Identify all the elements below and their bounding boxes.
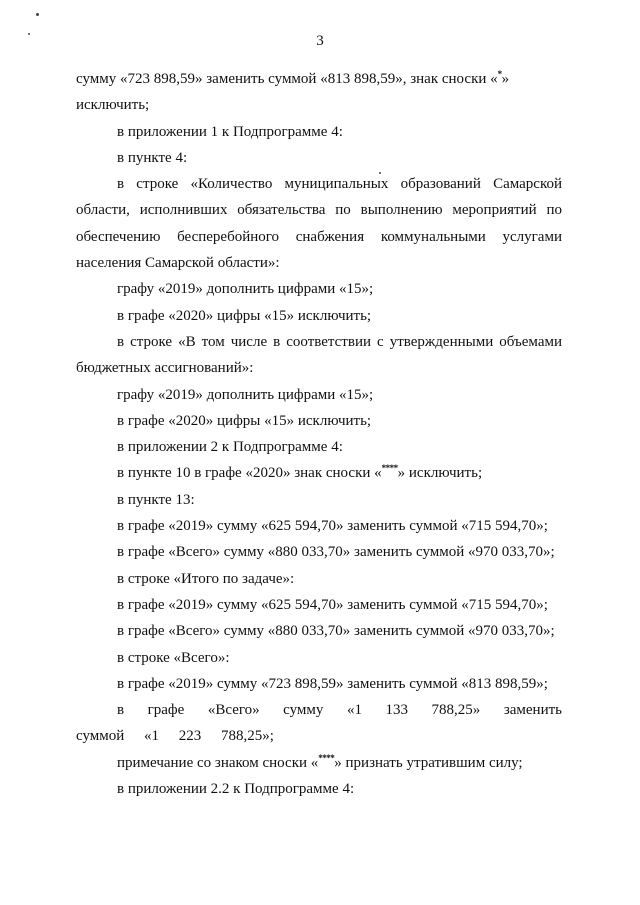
document-body (76, 66, 562, 802)
paragraph: в приложении 1 к Подпрограмме 4: (117, 123, 343, 140)
paragraph: в графе «2020» цифры «15» исключить; (117, 307, 372, 324)
page-number: 3 (316, 33, 324, 49)
paragraph: в графе «Всего» сумму «880 033,70» заменить суммой «970 033,70»; (117, 623, 555, 640)
paragraph: в графе «2020» цифры «15» исключить; (117, 412, 372, 429)
paragraph: в графе «2019» сумму «625 594,70» заменить суммой «715 594,70»; (117, 518, 548, 535)
paragraph: в графе «2019» сумму «625 594,70» заменить суммой «715 594,70»; (117, 596, 548, 613)
paragraph: в строке «Всего»: (117, 649, 230, 666)
paragraph: исключить; (76, 97, 150, 114)
paragraph: в графе «Всего» сумму «880 033,70» заменить суммой «970 033,70»; (117, 544, 555, 561)
paragraph: в пункте 10 в графе «2020» знак сноски «****» исключить; (117, 463, 483, 482)
paragraph: в строке «Количество муниципальных образований Самарской области, исполнивших обязательства по выполнению мероприятий по обеспечению бесперебойного снабжения коммунальными услугами населения Самарской области»: (76, 176, 562, 272)
paragraph: в пункте 13: (117, 491, 195, 508)
paragraph: в приложении 2.2 к Подпрограмме 4: (117, 781, 355, 798)
paragraph: графу «2019» дополнить цифрами «15»; (117, 281, 374, 298)
paragraph: сумму «723 898,59» заменить суммой «813 898,59», знак сноски «*» (76, 69, 510, 87)
paragraph: в строке «Итого по задаче»: (117, 570, 295, 587)
paragraph: примечание со знаком сноски «****» признать утратившим силу; (117, 752, 523, 771)
paragraph: в графе «2019» сумму «723 898,59» заменить суммой «813 898,59»; (117, 675, 548, 692)
scan-speck (36, 13, 39, 16)
paragraph: в графе «Всего» сумму «1 133 788,25» заменить суммой «1 223 788,25»; (76, 702, 562, 745)
paragraph: в пункте 4: (117, 149, 188, 166)
paragraph: в приложении 2 к Подпрограмме 4: (117, 439, 343, 456)
paragraph: в строке «В том числе в соответствии с утвержденными объемами бюджетных ассигнований»: (76, 333, 562, 377)
paragraph: графу «2019» дополнить цифрами «15»; (117, 386, 374, 403)
